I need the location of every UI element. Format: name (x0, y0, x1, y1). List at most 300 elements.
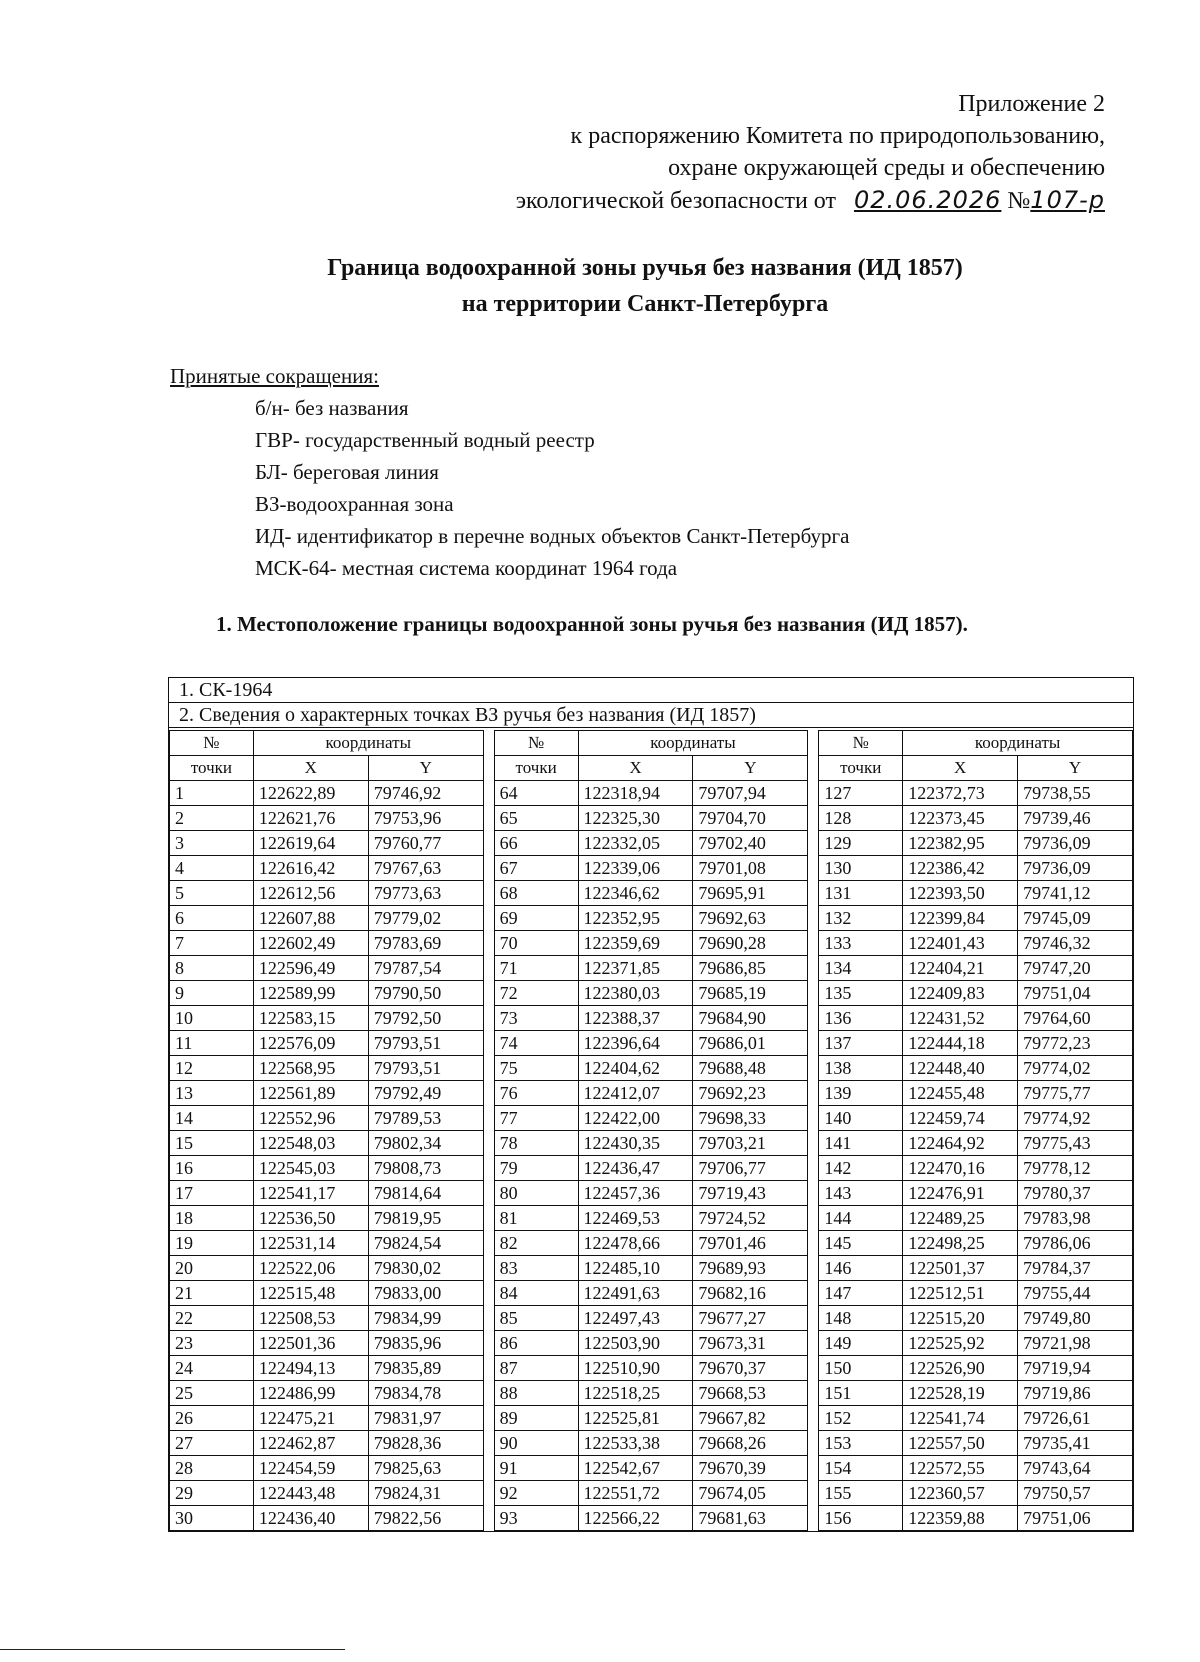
table-row (819, 1206, 1133, 1231)
coord-x: 122430,35 (578, 1131, 693, 1156)
coord-x: 122459,74 (903, 1106, 1018, 1131)
coord-y: 79772,23 (1018, 1031, 1133, 1056)
point-number: 91 (494, 1456, 578, 1481)
coord-x: 122478,66 (578, 1231, 693, 1256)
coord-y: 79814,64 (368, 1181, 483, 1206)
table-row (819, 1506, 1133, 1531)
table-row (494, 1031, 808, 1056)
coord-y: 79682,16 (693, 1281, 808, 1306)
coord-y: 79701,08 (693, 856, 808, 881)
coord-y: 79692,63 (693, 906, 808, 931)
coord-y: 79824,54 (368, 1231, 483, 1256)
point-number: 147 (819, 1281, 903, 1306)
header-x: X (578, 756, 693, 781)
coord-x: 122412,07 (578, 1081, 693, 1106)
coord-x: 122475,21 (253, 1406, 368, 1431)
appendix-line-3: охране окружающей среды и обеспечению (668, 155, 1105, 181)
point-number: 142 (819, 1156, 903, 1181)
point-number: 77 (494, 1106, 578, 1131)
table-header-row (494, 756, 808, 781)
point-number: 71 (494, 956, 578, 981)
coord-y: 79745,09 (1018, 906, 1133, 931)
point-number: 74 (494, 1031, 578, 1056)
table-row (819, 1006, 1133, 1031)
abbreviation-item: б/н- без названия (255, 396, 409, 420)
coord-x: 122454,59 (253, 1456, 368, 1481)
coord-x: 122360,57 (903, 1481, 1018, 1506)
table-row (819, 856, 1133, 881)
coord-x: 122469,53 (578, 1206, 693, 1231)
point-number: 4 (170, 856, 254, 881)
coord-x: 122612,56 (253, 881, 368, 906)
point-number: 3 (170, 831, 254, 856)
point-number: 15 (170, 1131, 254, 1156)
coord-x: 122515,20 (903, 1306, 1018, 1331)
table-header-row (819, 756, 1133, 781)
coord-y: 79739,46 (1018, 806, 1133, 831)
coord-x: 122498,25 (903, 1231, 1018, 1256)
table-row (170, 806, 484, 831)
point-number: 25 (170, 1381, 254, 1406)
coord-y: 79668,53 (693, 1381, 808, 1406)
table-row (819, 931, 1133, 956)
table-row (819, 1231, 1133, 1256)
table-row-caption: 2. Сведения о характерных точках ВЗ ручья без названия (ИД 1857) (169, 703, 1133, 728)
point-number: 11 (170, 1031, 254, 1056)
coord-y: 79726,61 (1018, 1406, 1133, 1431)
table-row (494, 1256, 808, 1281)
coord-y: 79778,12 (1018, 1156, 1133, 1181)
coord-x: 122583,15 (253, 1006, 368, 1031)
handwritten-number: 107-р (1030, 186, 1105, 214)
coord-x: 122380,03 (578, 981, 693, 1006)
point-number: 133 (819, 931, 903, 956)
table-row (494, 1431, 808, 1456)
coord-y: 79741,12 (1018, 881, 1133, 906)
coord-x: 122552,96 (253, 1106, 368, 1131)
table-row (170, 1456, 484, 1481)
coord-y: 79753,96 (368, 806, 483, 831)
table-row (170, 856, 484, 881)
coord-x: 122491,63 (578, 1281, 693, 1306)
coord-y: 79819,95 (368, 1206, 483, 1231)
coord-x: 122561,89 (253, 1081, 368, 1106)
table-row (494, 1456, 808, 1481)
point-number: 148 (819, 1306, 903, 1331)
point-number: 7 (170, 931, 254, 956)
coord-y: 79808,73 (368, 1156, 483, 1181)
table-row (819, 906, 1133, 931)
coord-x: 122485,10 (578, 1256, 693, 1281)
coord-x: 122436,40 (253, 1506, 368, 1531)
coord-y: 79831,97 (368, 1406, 483, 1431)
coord-y: 79695,91 (693, 881, 808, 906)
coord-x: 122522,06 (253, 1256, 368, 1281)
coord-y: 79724,52 (693, 1206, 808, 1231)
coord-y: 79681,63 (693, 1506, 808, 1531)
point-number: 10 (170, 1006, 254, 1031)
coord-y: 79786,06 (1018, 1231, 1133, 1256)
point-number: 9 (170, 981, 254, 1006)
coord-x: 122352,95 (578, 906, 693, 931)
coord-x: 122531,14 (253, 1231, 368, 1256)
table-row (170, 1431, 484, 1456)
table-row (494, 781, 808, 806)
point-number: 92 (494, 1481, 578, 1506)
coord-x: 122566,22 (578, 1506, 693, 1531)
table-row (494, 1406, 808, 1431)
coord-y: 79835,96 (368, 1331, 483, 1356)
point-number: 139 (819, 1081, 903, 1106)
coord-x: 122525,92 (903, 1331, 1018, 1356)
coord-y: 79736,09 (1018, 856, 1133, 881)
coord-y: 79746,92 (368, 781, 483, 806)
coord-x: 122373,45 (903, 806, 1018, 831)
table-row (819, 1156, 1133, 1181)
coordinate-block (169, 730, 484, 1531)
point-number: 16 (170, 1156, 254, 1181)
coord-y: 79685,19 (693, 981, 808, 1006)
coord-y: 79707,94 (693, 781, 808, 806)
table-row (170, 1056, 484, 1081)
coord-y: 79773,63 (368, 881, 483, 906)
table-row (494, 1381, 808, 1406)
coord-y: 79736,09 (1018, 831, 1133, 856)
table-row (494, 881, 808, 906)
coord-x: 122568,95 (253, 1056, 368, 1081)
coord-x: 122589,99 (253, 981, 368, 1006)
coord-x: 122503,90 (578, 1331, 693, 1356)
abbreviations-list (255, 392, 849, 584)
table-row (494, 1156, 808, 1181)
coord-y: 79674,05 (693, 1481, 808, 1506)
table-row (494, 1281, 808, 1306)
table-row (170, 1481, 484, 1506)
table-row (170, 1131, 484, 1156)
coord-x: 122557,50 (903, 1431, 1018, 1456)
point-number: 150 (819, 1356, 903, 1381)
coord-x: 122501,36 (253, 1331, 368, 1356)
table-row (170, 1356, 484, 1381)
coord-x: 122393,50 (903, 881, 1018, 906)
document-title-line-1: Граница водоохранной зоны ручья без названия (ИД 1857) (327, 255, 963, 281)
point-number: 23 (170, 1331, 254, 1356)
point-number: 149 (819, 1331, 903, 1356)
point-number: 5 (170, 881, 254, 906)
point-number: 152 (819, 1406, 903, 1431)
coord-x: 122396,64 (578, 1031, 693, 1056)
coord-y: 79760,77 (368, 831, 483, 856)
point-number: 2 (170, 806, 254, 831)
point-number: 66 (494, 831, 578, 856)
coord-y: 79747,20 (1018, 956, 1133, 981)
table-row (494, 956, 808, 981)
point-number: 28 (170, 1456, 254, 1481)
coord-y: 79775,77 (1018, 1081, 1133, 1106)
coord-x: 122576,09 (253, 1031, 368, 1056)
table-row (170, 1506, 484, 1531)
point-number: 90 (494, 1431, 578, 1456)
point-number: 86 (494, 1331, 578, 1356)
coord-x: 122551,72 (578, 1481, 693, 1506)
coord-y: 79793,51 (368, 1056, 483, 1081)
point-number: 144 (819, 1206, 903, 1231)
coord-y: 79780,37 (1018, 1181, 1133, 1206)
header-y: Y (693, 756, 808, 781)
coord-y: 79686,01 (693, 1031, 808, 1056)
abbreviations-heading: Принятые сокращения: (170, 364, 379, 388)
appendix-line-4 (516, 184, 1105, 217)
coord-y: 79690,28 (693, 931, 808, 956)
point-number: 12 (170, 1056, 254, 1081)
coord-x: 122616,42 (253, 856, 368, 881)
point-number: 145 (819, 1231, 903, 1256)
coord-y: 79706,77 (693, 1156, 808, 1181)
table-row (819, 881, 1133, 906)
point-number: 27 (170, 1431, 254, 1456)
handwritten-date: 02.06.2026 (853, 186, 1002, 214)
header-num-sub: точки (494, 756, 578, 781)
coord-y: 79792,49 (368, 1081, 483, 1106)
point-number: 153 (819, 1431, 903, 1456)
coord-y: 79828,36 (368, 1431, 483, 1456)
point-number: 68 (494, 881, 578, 906)
coord-x: 122388,37 (578, 1006, 693, 1031)
table-row (170, 1156, 484, 1181)
table-row (819, 806, 1133, 831)
coord-x: 122382,95 (903, 831, 1018, 856)
coord-y: 79738,55 (1018, 781, 1133, 806)
abbreviation-item: ВЗ-водоохранная зона (255, 492, 454, 516)
point-number: 17 (170, 1181, 254, 1206)
coord-x: 122401,43 (903, 931, 1018, 956)
coord-y: 79735,41 (1018, 1431, 1133, 1456)
point-number: 155 (819, 1481, 903, 1506)
point-number: 30 (170, 1506, 254, 1531)
point-number: 128 (819, 806, 903, 831)
table-row (819, 1281, 1133, 1306)
point-number: 20 (170, 1256, 254, 1281)
coord-y: 79789,53 (368, 1106, 483, 1131)
document-title-line-2: на территории Санкт-Петербурга (461, 291, 829, 317)
coord-x: 122464,92 (903, 1131, 1018, 1156)
coord-y: 79774,02 (1018, 1056, 1133, 1081)
header-num-sub: точки (819, 756, 903, 781)
point-number: 143 (819, 1181, 903, 1206)
coord-y: 79719,43 (693, 1181, 808, 1206)
table-row (494, 981, 808, 1006)
table-row (170, 1006, 484, 1031)
coord-x: 122536,50 (253, 1206, 368, 1231)
header-x: X (253, 756, 368, 781)
point-number: 65 (494, 806, 578, 831)
table-row (819, 1081, 1133, 1106)
abbreviation-item: БЛ- береговая линия (255, 460, 439, 484)
point-number: 19 (170, 1231, 254, 1256)
table-row (170, 1106, 484, 1131)
coord-x: 122501,37 (903, 1256, 1018, 1281)
point-number: 69 (494, 906, 578, 931)
coord-x: 122436,47 (578, 1156, 693, 1181)
coord-x: 122359,69 (578, 931, 693, 956)
table-header-row (170, 756, 484, 781)
coord-x: 122339,06 (578, 856, 693, 881)
coord-x: 122476,91 (903, 1181, 1018, 1206)
coord-x: 122404,62 (578, 1056, 693, 1081)
coord-x: 122318,94 (578, 781, 693, 806)
table-row (494, 1306, 808, 1331)
point-number: 79 (494, 1156, 578, 1181)
coord-x: 122525,81 (578, 1406, 693, 1431)
coord-x: 122526,90 (903, 1356, 1018, 1381)
coord-y: 79689,93 (693, 1256, 808, 1281)
coord-x: 122548,03 (253, 1131, 368, 1156)
point-number: 131 (819, 881, 903, 906)
coord-x: 122455,48 (903, 1081, 1018, 1106)
coord-y: 79684,90 (693, 1006, 808, 1031)
point-number: 70 (494, 931, 578, 956)
point-number: 146 (819, 1256, 903, 1281)
coord-y: 79751,04 (1018, 981, 1133, 1006)
coord-y: 79688,48 (693, 1056, 808, 1081)
coord-x: 122444,18 (903, 1031, 1018, 1056)
coord-y: 79793,51 (368, 1031, 483, 1056)
coord-y: 79830,02 (368, 1256, 483, 1281)
table-row (494, 856, 808, 881)
coord-x: 122409,83 (903, 981, 1018, 1006)
table-row (494, 1081, 808, 1106)
coord-x: 122512,51 (903, 1281, 1018, 1306)
header-coords: координаты (578, 731, 808, 756)
coord-x: 122489,25 (903, 1206, 1018, 1231)
point-number: 1 (170, 781, 254, 806)
header-num: № (819, 731, 903, 756)
footer-rule (0, 1649, 345, 1650)
coord-y: 79834,99 (368, 1306, 483, 1331)
coord-y: 79667,82 (693, 1406, 808, 1431)
coord-x: 122515,48 (253, 1281, 368, 1306)
coord-x: 122541,17 (253, 1181, 368, 1206)
coord-x: 122528,19 (903, 1381, 1018, 1406)
point-number: 18 (170, 1206, 254, 1231)
coord-y: 79701,46 (693, 1231, 808, 1256)
header-y: Y (368, 756, 483, 781)
point-number: 29 (170, 1481, 254, 1506)
coord-y: 79750,57 (1018, 1481, 1133, 1506)
coord-x: 122399,84 (903, 906, 1018, 931)
table-row (170, 906, 484, 931)
point-number: 82 (494, 1231, 578, 1256)
table-row (494, 1131, 808, 1156)
table-row (819, 1431, 1133, 1456)
coord-x: 122486,99 (253, 1381, 368, 1406)
table-row (494, 1231, 808, 1256)
coord-y: 79673,31 (693, 1331, 808, 1356)
coord-x: 122332,05 (578, 831, 693, 856)
table-row (819, 1331, 1133, 1356)
coord-y: 79779,02 (368, 906, 483, 931)
point-number: 73 (494, 1006, 578, 1031)
table-row (819, 1056, 1133, 1081)
coord-y: 79692,23 (693, 1081, 808, 1106)
coord-x: 122462,87 (253, 1431, 368, 1456)
point-number: 88 (494, 1381, 578, 1406)
coord-y: 79749,80 (1018, 1306, 1133, 1331)
coord-y: 79802,34 (368, 1131, 483, 1156)
point-number: 141 (819, 1131, 903, 1156)
coord-y: 79784,37 (1018, 1256, 1133, 1281)
coord-y: 79835,89 (368, 1356, 483, 1381)
point-number: 84 (494, 1281, 578, 1306)
point-number: 75 (494, 1056, 578, 1081)
coord-y: 79775,43 (1018, 1131, 1133, 1156)
coord-x: 122371,85 (578, 956, 693, 981)
table-row (819, 1406, 1133, 1431)
header-num: № (170, 731, 254, 756)
coord-y: 79783,69 (368, 931, 483, 956)
table-row-system: 1. СК-1964 (169, 678, 1133, 703)
abbreviation-item: ГВР- государственный водный реестр (255, 428, 595, 452)
coord-x: 122622,89 (253, 781, 368, 806)
section-heading: 1. Местоположение границы водоохранной зоны ручья без названия (ИД 1857). (216, 612, 968, 636)
point-number: 24 (170, 1356, 254, 1381)
table-row (494, 1181, 808, 1206)
table-row (819, 1306, 1133, 1331)
point-number: 89 (494, 1406, 578, 1431)
table-row (819, 1131, 1133, 1156)
coord-x: 122518,25 (578, 1381, 693, 1406)
coord-y: 79833,00 (368, 1281, 483, 1306)
appendix-line-2: к распоряжению Комитета по природопользованию, (570, 123, 1105, 149)
coord-y: 79767,63 (368, 856, 483, 881)
coord-y: 79703,21 (693, 1131, 808, 1156)
coord-x: 122545,03 (253, 1156, 368, 1181)
table-row (494, 831, 808, 856)
coord-y: 79764,60 (1018, 1006, 1133, 1031)
coord-x: 122494,13 (253, 1356, 368, 1381)
coordinate-block (494, 730, 809, 1531)
point-number: 132 (819, 906, 903, 931)
table-row (494, 1206, 808, 1231)
table-row (170, 1281, 484, 1306)
point-number: 85 (494, 1306, 578, 1331)
table-row (170, 931, 484, 956)
table-row (494, 1481, 808, 1506)
point-number: 78 (494, 1131, 578, 1156)
table-row (494, 1356, 808, 1381)
coord-y: 79698,33 (693, 1106, 808, 1131)
table-row (170, 981, 484, 1006)
coord-x: 122619,64 (253, 831, 368, 856)
point-number: 136 (819, 1006, 903, 1031)
coord-x: 122431,52 (903, 1006, 1018, 1031)
coord-y: 79792,50 (368, 1006, 483, 1031)
table-row (170, 1081, 484, 1106)
table-row (494, 1106, 808, 1131)
header-coords: координаты (903, 731, 1133, 756)
coord-x: 122457,36 (578, 1181, 693, 1206)
point-number: 135 (819, 981, 903, 1006)
table-row (170, 1231, 484, 1256)
coord-y: 79719,86 (1018, 1381, 1133, 1406)
coord-y: 79751,06 (1018, 1506, 1133, 1531)
coord-x: 122510,90 (578, 1356, 693, 1381)
coord-x: 122621,76 (253, 806, 368, 831)
header-num-sub: точки (170, 756, 254, 781)
point-number: 64 (494, 781, 578, 806)
coord-y: 79746,32 (1018, 931, 1133, 956)
coord-y: 79787,54 (368, 956, 483, 981)
